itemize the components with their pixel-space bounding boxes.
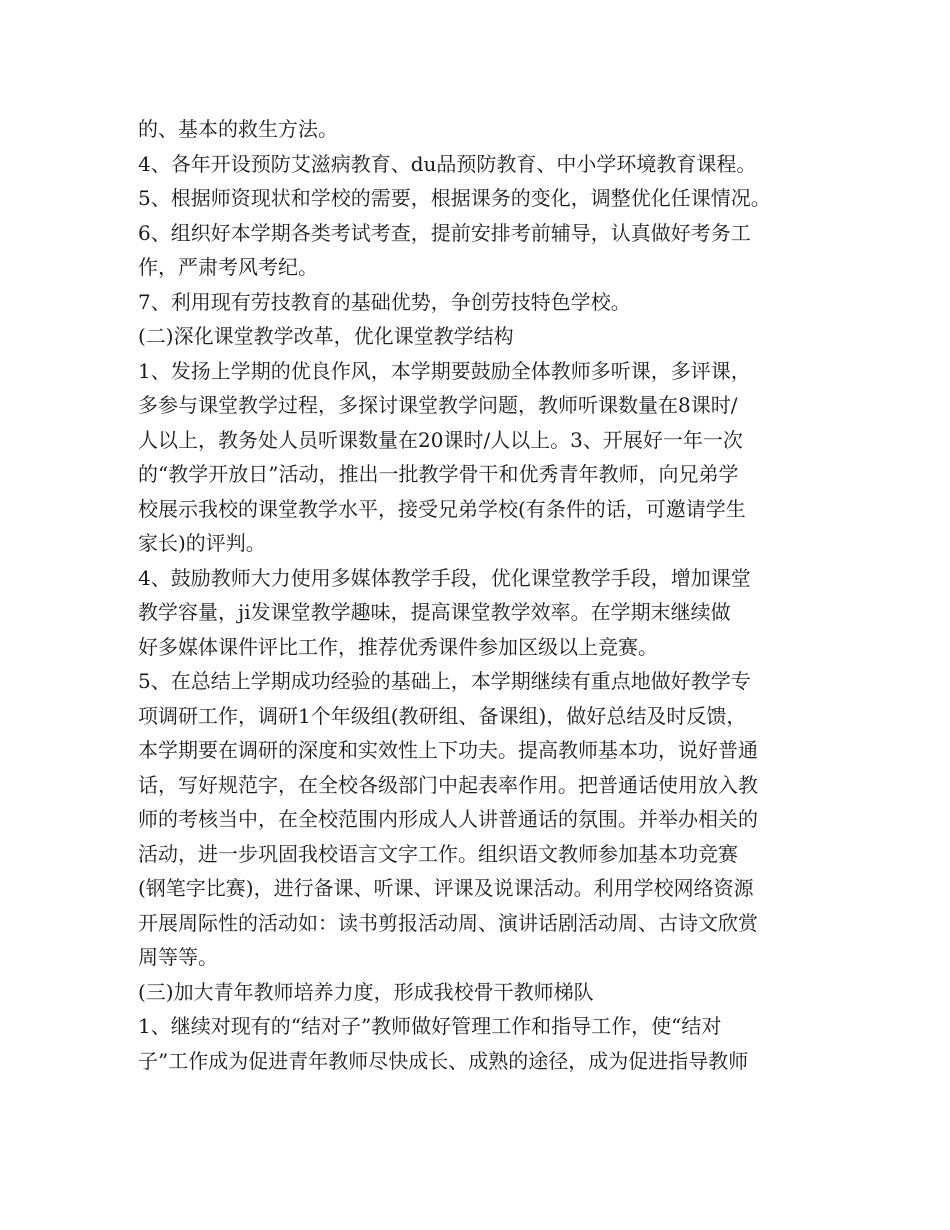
section-heading: (二)深化课堂教学改革，优化课堂教学结构	[138, 324, 514, 348]
text-line: 开展周际性的活动如：读书剪报活动周、演讲话剧活动周、古诗文欣赏	[138, 910, 758, 935]
text-line: 多参与课堂教学过程，多探讨课堂教学问题，教师听课数量在8课时/	[138, 393, 738, 417]
text-line: 周等等。	[138, 945, 218, 969]
text-line: 1、继续对现有的“结对子”教师做好管理工作和指导工作，使“结对	[138, 1014, 722, 1038]
text-line: 家长)的评判。	[138, 531, 266, 555]
text-line: 本学期要在调研的深度和实效性上下功夫。提高教师基本功，说好普通	[138, 738, 758, 762]
text-line: 话，写好规范字，在全校各级部门中起表率作用。把普通话使用放入教	[138, 772, 758, 797]
text-line: 项调研工作，调研1个年级组(教研组、备课组)，做好总结及时反馈，	[138, 703, 747, 728]
text-line: 活动，进一步巩固我校语言文字工作。组织语文教师参加基本功竞赛	[138, 841, 738, 866]
text-line: 人以上，教务处人员听课数量在20课时/人以上。3、开展好一年一次	[138, 427, 743, 452]
text-line: 的“教学开放日”活动，推出一批教学骨干和优秀青年教师，向兄弟学	[138, 462, 739, 486]
text-line: 4、鼓励教师大力使用多媒体教学手段，优化课堂教学手段，增加课堂	[138, 565, 751, 590]
text-line: 6、组织好本学期各类考试考查，提前安排考前辅导，认真做好考务工	[138, 220, 751, 245]
section-heading: (三)加大青年教师培养力度，形成我校骨干教师梯队	[138, 979, 594, 1004]
text-line: 子”工作成为促进青年教师尽快成长、成熟的途径，成为促进指导教师	[138, 1048, 749, 1073]
text-line: 的、基本的救生方法。	[138, 117, 338, 141]
text-line: 5、根据师资现状和学校的需要，根据课务的变化，调整优化任课情况。	[138, 186, 771, 210]
text-line: 教学容量，ji发课堂教学趣味，提高课堂教学效率。在学期末继续做	[138, 600, 731, 624]
text-line: 5、在总结上学期成功经验的基础上，本学期继续有重点地做好教学专	[138, 669, 751, 693]
text-line: 7、利用现有劳技教育的基础优势，争创劳技特色学校。	[138, 289, 631, 314]
text-line: 好多媒体课件评比工作，推荐优秀课件参加区级以上竞赛。	[138, 634, 658, 659]
text-line: 4、各年开设预防艾滋病教育、du品预防教育、中小学环境教育课程。	[138, 151, 757, 176]
text-line: 作，严肃考风考纪。	[138, 255, 318, 279]
text-line: 师的考核当中，在全校范围内形成人人讲普通话的氛围。并举办相关的	[138, 807, 758, 831]
text-line: (钢笔字比赛)，进行备课、听课、评课及说课活动。利用学校网络资源	[138, 876, 754, 900]
text-line: 1、发扬上学期的优良作风，本学期要鼓励全体教师多听课，多评课，	[138, 358, 751, 383]
document-body	[138, 112, 828, 1078]
text-line: 校展示我校的课堂教学水平，接受兄弟学校(有条件的话，可邀请学生	[138, 496, 746, 521]
